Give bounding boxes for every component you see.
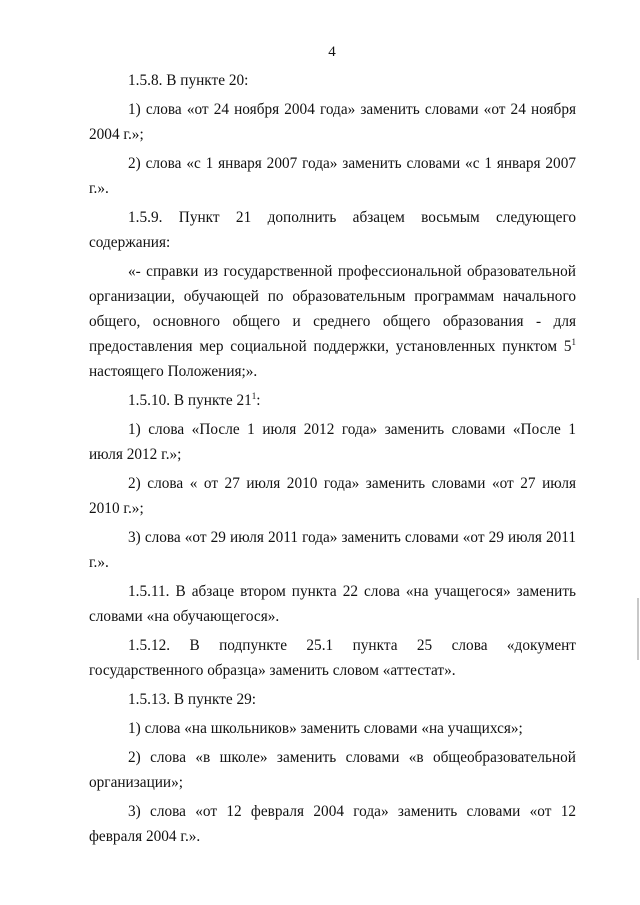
- paragraph-1-5-13-item-1: 1) слова «на школьников» заменить словами «на учащихся»;: [128, 720, 523, 737]
- paragraph-1-5-9: 1.5.9. Пункт 21 дополнить абзацем восьмым следующего содержания:: [89, 209, 576, 251]
- paragraph-1-5-10: [89, 388, 576, 413]
- scan-edge-mark: [637, 598, 639, 660]
- superscript: 1: [571, 336, 576, 347]
- heading-text: 1.5.10. В пункте 21: [128, 392, 252, 409]
- quote-text: «- справки из государственной профессиональной образовательной организации, обучающей по образовательным программам начального общего, основного общего и среднего общего образования - для предоставления мер социальной поддержки, установленных пунктом 5: [89, 263, 576, 355]
- paragraph-1-5-12: 1.5.12. В подпункте 25.1 пункта 25 слова «документ государственного образца» заменить словом «аттестат».: [89, 637, 576, 679]
- document-body: [89, 68, 576, 853]
- superscript: 1: [251, 390, 257, 401]
- page-number: 4: [328, 44, 336, 60]
- paragraph-1-5-8-item-2: 2) слова «с 1 января 2007 года» заменить словами «с 1 января 2007 г.».: [89, 155, 576, 197]
- paragraph-1-5-10-item-1: 1) слова «После 1 июля 2012 года» заменить словами «После 1 июля 2012 г.»;: [89, 421, 576, 463]
- paragraph-1-5-8: 1.5.8. В пункте 20:: [128, 72, 249, 89]
- paragraph-1-5-13-item-3: 3) слова «от 12 февраля 2004 года» заменить словами «от 12 февраля 2004 г.».: [89, 803, 576, 845]
- quote-text-end: настоящего Положения;».: [89, 363, 258, 380]
- paragraph-1-5-10-item-3: 3) слова «от 29 июля 2011 года» заменить словами «от 29 июля 2011 г.».: [89, 529, 576, 571]
- paragraph-1-5-10-item-2: 2) слова « от 27 июля 2010 года» заменить словами «от 27 июля 2010 г.»;: [89, 475, 576, 517]
- paragraph-1-5-13: 1.5.13. В пункте 29:: [128, 691, 257, 708]
- heading-text-end: :: [256, 392, 261, 409]
- paragraph-1-5-8-item-1: 1) слова «от 24 ноября 2004 года» заменить словами «от 24 ноября 2004 г.»;: [89, 101, 576, 143]
- paragraph-1-5-11: 1.5.11. В абзаце втором пункта 22 слова «на учащегося» заменить словами «на обучающегося».: [89, 583, 576, 625]
- paragraph-1-5-9-quote: [89, 259, 576, 384]
- paragraph-1-5-13-item-2: 2) слова «в школе» заменить словами «в общеобразовательной организации»;: [89, 749, 576, 791]
